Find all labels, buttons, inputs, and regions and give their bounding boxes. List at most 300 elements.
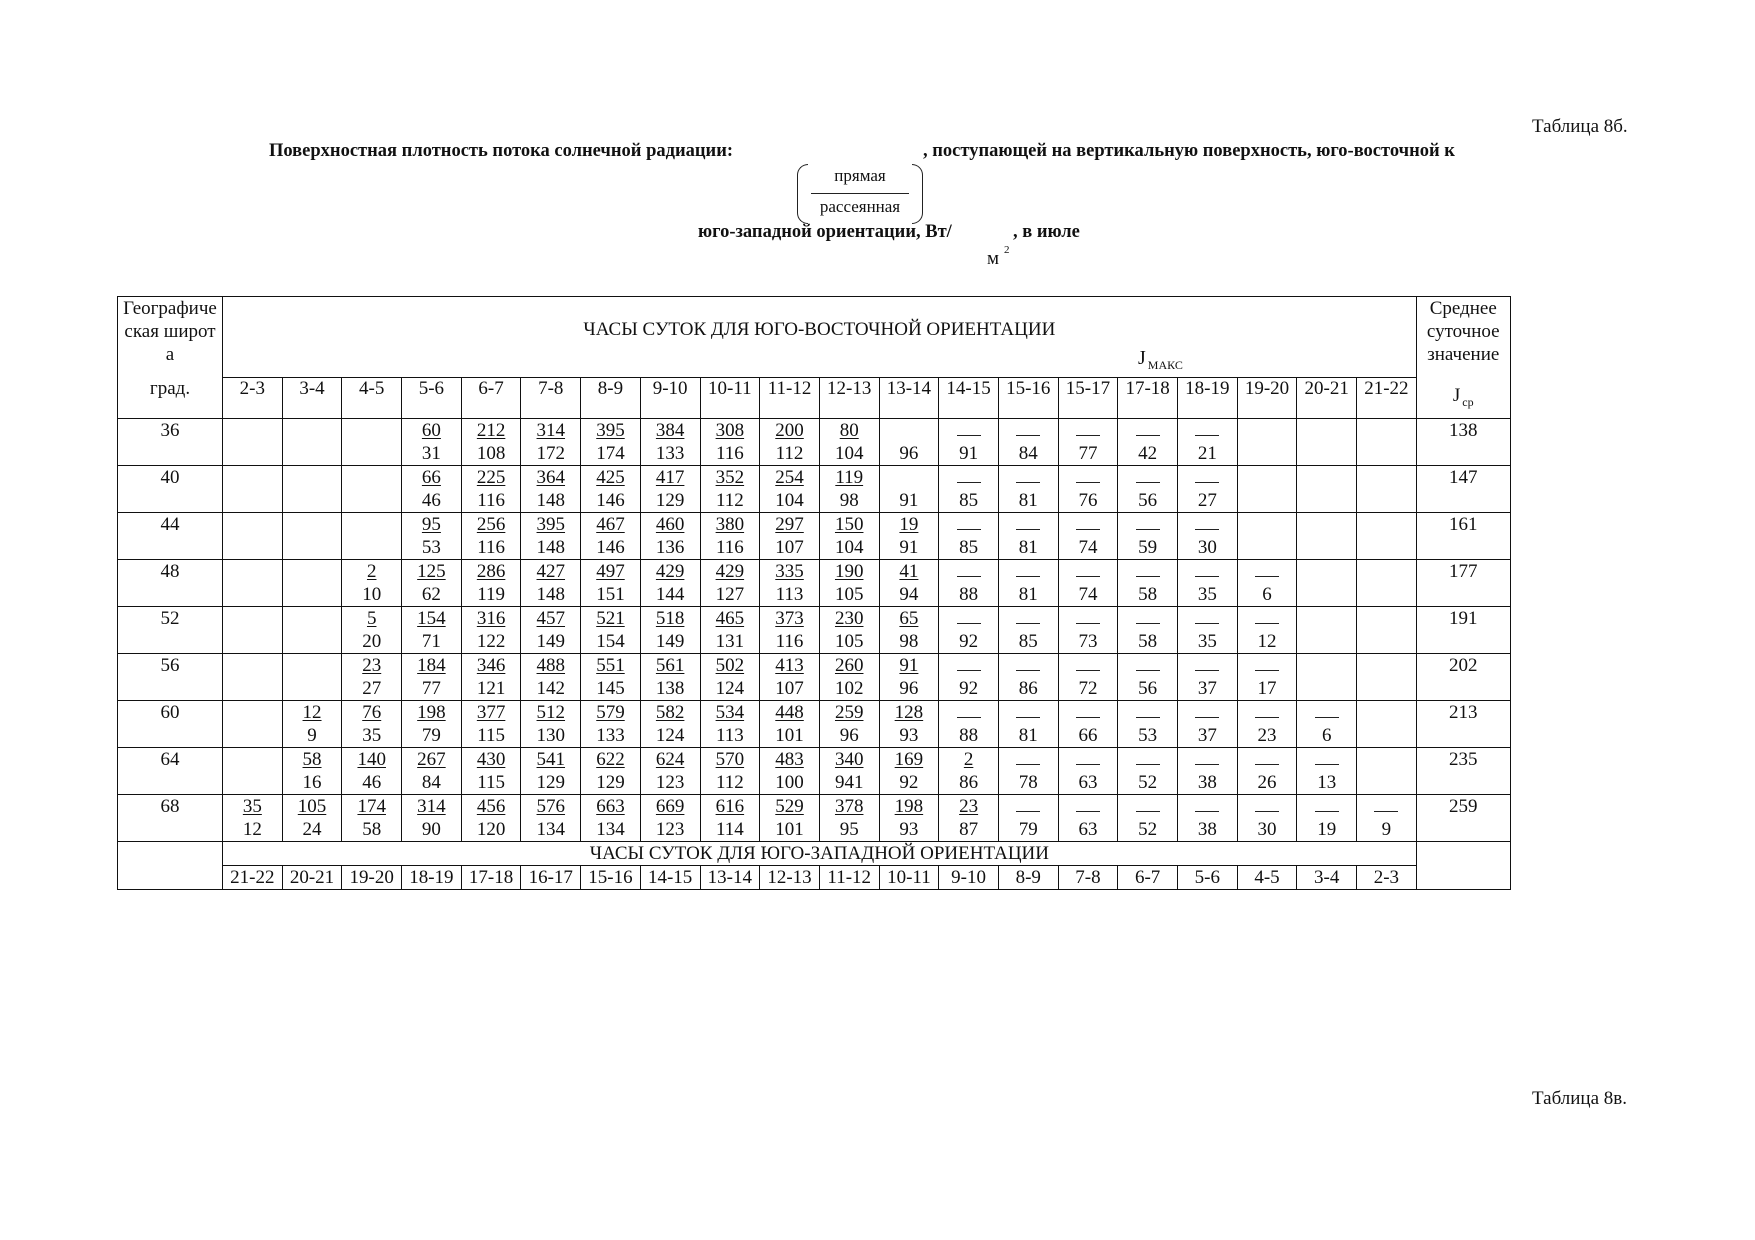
diffuse-value: 81 <box>1018 584 1038 605</box>
diffuse-value: 146 <box>596 490 625 511</box>
diffuse-value: 27 <box>362 678 382 699</box>
radiation-cell <box>402 795 462 842</box>
diffuse-value: 133 <box>596 725 625 746</box>
radiation-cell <box>939 466 999 513</box>
radiation-cell <box>342 607 402 654</box>
direct-value: 80 <box>839 420 859 441</box>
direct-value: 225 <box>476 467 506 488</box>
direct-value-dash <box>1373 795 1399 818</box>
direct-value: 200 <box>775 420 804 441</box>
direct-value-dash <box>956 654 982 677</box>
latitude-cell: 48 <box>118 560 223 607</box>
diffuse-value: 17 <box>1257 678 1277 699</box>
diffuse-value: 116 <box>477 490 505 511</box>
direct-value-dash <box>1015 748 1041 771</box>
radiation-cell <box>760 795 820 842</box>
diffuse-value: 116 <box>715 443 744 464</box>
radiation-cell <box>819 513 879 560</box>
direct-value: 340 <box>834 749 864 770</box>
diffuse-value: 63 <box>1078 819 1098 840</box>
radiation-cell <box>760 560 820 607</box>
table-title-part-2: , поступающей на вертикальную поверхность, юго-восточной к <box>923 141 1455 161</box>
diffuse-value: 16 <box>302 772 322 793</box>
direct-value: 308 <box>715 420 745 441</box>
radiation-cell <box>1357 701 1417 748</box>
diffuse-value: 154 <box>596 631 625 652</box>
direct-value: 512 <box>536 702 566 723</box>
fraction-bar <box>811 193 909 194</box>
radiation-cell <box>998 419 1058 466</box>
table-title-part-4: , в июле <box>1013 222 1080 242</box>
diffuse-value: 149 <box>655 631 685 652</box>
direct-value <box>896 419 922 442</box>
radiation-cell <box>700 795 760 842</box>
direct-value-dash <box>1254 748 1280 771</box>
diffuse-value: 114 <box>715 819 744 840</box>
direct-value: 497 <box>596 561 625 582</box>
radiation-cell <box>521 795 581 842</box>
diffuse-value: 53 <box>421 537 441 558</box>
direct-value: 66 <box>421 467 441 488</box>
diffuse-value: 6 <box>1321 725 1332 746</box>
diffuse-value: 116 <box>775 631 804 652</box>
diffuse-value: 35 <box>362 725 382 746</box>
sw-hour-header: 12-13 <box>760 866 820 890</box>
radiation-cell <box>402 419 462 466</box>
radiation-cell <box>819 466 879 513</box>
avg-symbol: J <box>1452 385 1461 407</box>
direct-value-dash <box>956 466 982 489</box>
sw-blank-cell <box>118 842 223 890</box>
diffuse-value: 123 <box>655 819 685 840</box>
radiation-cell <box>819 748 879 795</box>
radiation-cell <box>879 513 939 560</box>
diffuse-value: 127 <box>715 584 745 605</box>
radiation-cell <box>461 560 521 607</box>
diffuse-value: 148 <box>536 584 566 605</box>
diffuse-value: 941 <box>834 772 864 793</box>
direct-value-dash <box>1015 560 1041 583</box>
radiation-cell <box>402 654 462 701</box>
diffuse-value: 30 <box>1257 819 1277 840</box>
daily-average-cell: 161 <box>1416 513 1510 560</box>
diffuse-value: 84 <box>421 772 441 793</box>
diffuse-value: 59 <box>1138 537 1158 558</box>
se-hour-header: 12-13 <box>819 378 879 419</box>
diffuse-value: 79 <box>1018 819 1038 840</box>
direct-value-dash <box>1015 513 1041 536</box>
direct-value: 60 <box>421 420 441 441</box>
daily-average-cell: 138 <box>1416 419 1510 466</box>
diffuse-value: 35 <box>1197 631 1217 652</box>
radiation-cell <box>223 607 283 654</box>
direct-value: 5 <box>366 608 377 629</box>
next-table-number-label: Таблица 8в. <box>1532 1088 1627 1109</box>
direct-value-dash <box>1135 701 1161 724</box>
radiation-cell <box>760 701 820 748</box>
sw-hour-header: 19-20 <box>342 866 402 890</box>
diffuse-value: 172 <box>536 443 566 464</box>
diffuse-value: 66 <box>1078 725 1098 746</box>
direct-value-dash <box>1254 795 1280 818</box>
radiation-cell <box>1178 795 1238 842</box>
table-row <box>118 607 1511 654</box>
direct-value-dash <box>1075 560 1101 583</box>
radiation-cell <box>1297 795 1357 842</box>
diffuse-value: 24 <box>302 819 322 840</box>
diffuse-value: 134 <box>536 819 566 840</box>
radiation-cell <box>879 560 939 607</box>
direct-value-dash <box>1075 419 1101 442</box>
direct-value: 378 <box>834 796 864 817</box>
radiation-cell <box>640 560 700 607</box>
radiation-cell <box>342 466 402 513</box>
direct-value: 427 <box>536 561 566 582</box>
radiation-cell <box>819 654 879 701</box>
radiation-cell <box>879 795 939 842</box>
direct-value: 35 <box>242 796 262 817</box>
direct-value-dash <box>1135 748 1161 771</box>
latitude-cell: 44 <box>118 513 223 560</box>
table-row <box>118 701 1511 748</box>
diffuse-value: 63 <box>1078 772 1098 793</box>
diffuse-value: 96 <box>839 725 859 746</box>
direct-value-dash <box>1015 419 1041 442</box>
se-hour-header: 6-7 <box>461 378 521 419</box>
diffuse-value: 23 <box>1257 725 1277 746</box>
direct-value: 23 <box>362 655 382 676</box>
se-hour-header: 15-17 <box>1058 378 1118 419</box>
direct-value: 457 <box>536 608 566 629</box>
fraction-numerator: прямая <box>834 166 886 185</box>
radiation-cell <box>223 560 283 607</box>
radiation-cell <box>402 701 462 748</box>
diffuse-value: 71 <box>421 631 441 652</box>
direct-value: 286 <box>476 561 506 582</box>
latitude-unit: град. <box>149 377 191 399</box>
radiation-cell <box>640 607 700 654</box>
radiation-cell <box>461 607 521 654</box>
jmax-symbol <box>1138 347 1183 373</box>
radiation-cell <box>223 513 283 560</box>
diffuse-value: 96 <box>899 443 919 464</box>
radiation-cell <box>1178 419 1238 466</box>
diffuse-value: 85 <box>959 490 979 511</box>
direct-value-dash <box>956 513 982 536</box>
diffuse-value: 104 <box>834 443 864 464</box>
radiation-cell <box>1178 513 1238 560</box>
radiation-cell <box>581 701 641 748</box>
sw-hour-header: 14-15 <box>640 866 700 890</box>
sw-hour-header: 13-14 <box>700 866 760 890</box>
diffuse-value: 151 <box>596 584 625 605</box>
diffuse-value: 81 <box>1018 725 1038 746</box>
direct-value: 570 <box>715 749 745 770</box>
direct-value: 534 <box>715 702 745 723</box>
diffuse-value: 38 <box>1197 819 1217 840</box>
radiation-cell <box>700 607 760 654</box>
radiation-cell <box>282 795 342 842</box>
direct-value: 624 <box>655 749 685 770</box>
direct-value: 429 <box>655 561 685 582</box>
sw-hour-header: 18-19 <box>402 866 462 890</box>
direct-value-dash <box>1135 419 1161 442</box>
se-hour-header: 21-22 <box>1357 378 1417 419</box>
diffuse-value: 92 <box>959 678 979 699</box>
se-hour-header: 11-12 <box>760 378 820 419</box>
jmax-letter: J <box>1138 347 1146 369</box>
daily-average-cell: 235 <box>1416 748 1510 795</box>
diffuse-value: 145 <box>596 678 625 699</box>
diffuse-value: 37 <box>1197 678 1217 699</box>
radiation-cell <box>1297 654 1357 701</box>
radiation-cell <box>223 748 283 795</box>
direct-value: 267 <box>417 749 446 770</box>
sw-hour-header: 6-7 <box>1118 866 1178 890</box>
direct-value-dash <box>1194 513 1220 536</box>
radiation-cell <box>521 607 581 654</box>
radiation-cell <box>1118 419 1178 466</box>
table-title-part-1: Поверхностная плотность потока солнечной радиации: <box>269 141 734 161</box>
se-hour-header: 4-5 <box>342 378 402 419</box>
direct-value-dash <box>1075 513 1101 536</box>
diffuse-value: 85 <box>959 537 979 558</box>
direct-value-dash <box>1254 607 1280 630</box>
diffuse-value: 35 <box>1197 584 1217 605</box>
se-hour-header: 15-16 <box>998 378 1058 419</box>
diffuse-value: 81 <box>1018 490 1038 511</box>
radiation-cell <box>760 513 820 560</box>
radiation-cell <box>581 466 641 513</box>
radiation-cell <box>402 560 462 607</box>
diffuse-value: 116 <box>715 537 744 558</box>
diffuse-value: 129 <box>596 772 625 793</box>
radiation-cell <box>1237 466 1297 513</box>
diffuse-value: 134 <box>596 819 625 840</box>
direct-value: 551 <box>596 655 625 676</box>
direct-value: 140 <box>357 749 386 770</box>
radiation-cell <box>998 701 1058 748</box>
radiation-cell <box>1058 607 1118 654</box>
latitude-cell: 60 <box>118 701 223 748</box>
direct-value: 669 <box>655 796 685 817</box>
radiation-cell <box>939 654 999 701</box>
direct-value: 259 <box>834 702 864 723</box>
latitude-cell: 36 <box>118 419 223 466</box>
se-hours-title: ЧАСЫ СУТОК ДЛЯ ЮГО-ВОСТОЧНОЙ ОРИЕНТАЦИИ <box>583 319 1056 340</box>
direct-value: 174 <box>357 796 386 817</box>
direct-value-dash <box>1075 795 1101 818</box>
diffuse-value: 108 <box>476 443 506 464</box>
radiation-cell <box>223 654 283 701</box>
radiation-cell <box>700 654 760 701</box>
radiation-cell <box>640 513 700 560</box>
radiation-cell <box>1237 701 1297 748</box>
radiation-cell <box>1178 607 1238 654</box>
diffuse-value: 115 <box>477 725 505 746</box>
direct-value: 380 <box>715 514 745 535</box>
direct-value: 125 <box>417 561 446 582</box>
diffuse-value: 112 <box>715 490 744 511</box>
sw-hour-header: 16-17 <box>521 866 581 890</box>
diffuse-value: 30 <box>1197 537 1217 558</box>
direct-value: 260 <box>834 655 864 676</box>
diffuse-value: 77 <box>1078 443 1098 464</box>
direct-value: 254 <box>775 467 804 488</box>
radiation-cell <box>1237 560 1297 607</box>
diffuse-value: 72 <box>1078 678 1098 699</box>
radiation-cell <box>819 607 879 654</box>
sw-hours-row <box>118 866 1511 890</box>
direct-value-dash <box>1194 701 1220 724</box>
radiation-cell <box>998 466 1058 513</box>
radiation-cell <box>581 513 641 560</box>
radiation-cell <box>879 607 939 654</box>
direct-value: 395 <box>536 514 566 535</box>
radiation-cell <box>939 513 999 560</box>
radiation-cell <box>1297 560 1357 607</box>
diffuse-value: 46 <box>362 772 382 793</box>
latitude-cell: 68 <box>118 795 223 842</box>
radiation-cell <box>461 701 521 748</box>
radiation-cell <box>521 419 581 466</box>
direct-value-dash <box>1135 466 1161 489</box>
radiation-cell <box>1058 748 1118 795</box>
radiation-cell <box>700 513 760 560</box>
direct-value: 12 <box>302 702 322 723</box>
diffuse-value: 10 <box>362 584 382 605</box>
diffuse-value: 112 <box>775 443 804 464</box>
radiation-cell <box>640 654 700 701</box>
direct-value-dash <box>1135 607 1161 630</box>
diffuse-value: 91 <box>899 490 919 511</box>
radiation-cell <box>760 607 820 654</box>
radiation-cell <box>760 748 820 795</box>
direct-value-dash <box>1075 701 1101 724</box>
radiation-cell <box>521 513 581 560</box>
diffuse-value: 12 <box>242 819 262 840</box>
radiation-cell <box>282 513 342 560</box>
direct-value: 622 <box>596 749 625 770</box>
direct-value: 58 <box>302 749 322 770</box>
direct-value: 314 <box>536 420 566 441</box>
diffuse-value: 105 <box>834 584 864 605</box>
direct-value: 483 <box>775 749 804 770</box>
radiation-cell <box>640 748 700 795</box>
radiation-cell <box>581 607 641 654</box>
direct-value: 616 <box>715 796 745 817</box>
direct-value <box>896 466 922 489</box>
radiation-cell <box>700 466 760 513</box>
radiation-cell <box>1118 466 1178 513</box>
diffuse-value: 26 <box>1257 772 1277 793</box>
radiation-cell <box>1178 654 1238 701</box>
direct-value: 413 <box>775 655 804 676</box>
latitude-cell: 40 <box>118 466 223 513</box>
direct-value: 467 <box>596 514 625 535</box>
se-hour-header: 8-9 <box>581 378 641 419</box>
radiation-cell <box>342 419 402 466</box>
direct-value-dash <box>1254 701 1280 724</box>
diffuse-value: 84 <box>1018 443 1038 464</box>
diffuse-value: 142 <box>536 678 566 699</box>
diffuse-value: 42 <box>1138 443 1158 464</box>
direct-value-dash <box>1254 654 1280 677</box>
diffuse-value: 88 <box>959 584 979 605</box>
diffuse-value: 21 <box>1197 443 1217 464</box>
diffuse-value: 76 <box>1078 490 1098 511</box>
diffuse-value: 174 <box>596 443 625 464</box>
direct-value-dash <box>1194 795 1220 818</box>
direct-value-dash <box>1015 466 1041 489</box>
radiation-cell <box>342 701 402 748</box>
direct-value: 456 <box>476 796 506 817</box>
direct-value: 65 <box>899 608 919 629</box>
sw-hour-header: 9-10 <box>939 866 999 890</box>
radiation-cell <box>581 748 641 795</box>
radiation-cell <box>819 795 879 842</box>
diffuse-value: 104 <box>834 537 864 558</box>
radiation-cell <box>1297 466 1357 513</box>
diffuse-value: 124 <box>715 678 745 699</box>
radiation-cell <box>521 560 581 607</box>
se-hour-header: 9-10 <box>640 378 700 419</box>
direct-value: 430 <box>476 749 506 770</box>
direct-value: 256 <box>476 514 506 535</box>
direct-value-dash <box>956 607 982 630</box>
diffuse-value: 6 <box>1262 584 1272 605</box>
direct-value: 76 <box>362 702 382 723</box>
sw-hour-header: 4-5 <box>1237 866 1297 890</box>
diffuse-value: 56 <box>1138 678 1158 699</box>
latitude-cell: 56 <box>118 654 223 701</box>
radiation-cell <box>939 748 999 795</box>
avg-header <box>1416 297 1510 378</box>
radiation-cell <box>1357 560 1417 607</box>
radiation-cell <box>521 701 581 748</box>
avg-symbol-cell <box>1416 378 1510 419</box>
diffuse-value: 81 <box>1018 537 1038 558</box>
diffuse-value: 131 <box>715 631 745 652</box>
radiation-cell <box>879 419 939 466</box>
sw-hours-title: ЧАСЫ СУТОК ДЛЯ ЮГО-ЗАПАДНОЙ ОРИЕНТАЦИИ <box>223 842 1417 866</box>
diffuse-value: 62 <box>421 584 441 605</box>
diffuse-value: 129 <box>536 772 566 793</box>
diffuse-value: 86 <box>1018 678 1038 699</box>
diffuse-value: 27 <box>1197 490 1217 511</box>
right-parenthesis <box>912 164 923 224</box>
radiation-cell <box>581 795 641 842</box>
direct-value: 119 <box>835 467 864 488</box>
diffuse-value: 77 <box>421 678 441 699</box>
table-number-label: Таблица 8б. <box>1532 116 1628 137</box>
direct-value-dash <box>1314 795 1340 818</box>
table-row <box>118 419 1511 466</box>
sw-hour-header: 7-8 <box>1058 866 1118 890</box>
unit-meter: м <box>987 248 1000 269</box>
radiation-cell <box>461 748 521 795</box>
diffuse-value: 138 <box>655 678 685 699</box>
direct-value-dash <box>1314 701 1340 724</box>
radiation-cell <box>998 513 1058 560</box>
latitude-header-label: Географическая широта <box>123 298 217 365</box>
sw-hour-header: 10-11 <box>879 866 939 890</box>
radiation-cell <box>402 748 462 795</box>
diffuse-value: 113 <box>775 584 804 605</box>
direct-value: 518 <box>655 608 685 629</box>
direct-value: 314 <box>417 796 446 817</box>
direct-value: 521 <box>596 608 625 629</box>
